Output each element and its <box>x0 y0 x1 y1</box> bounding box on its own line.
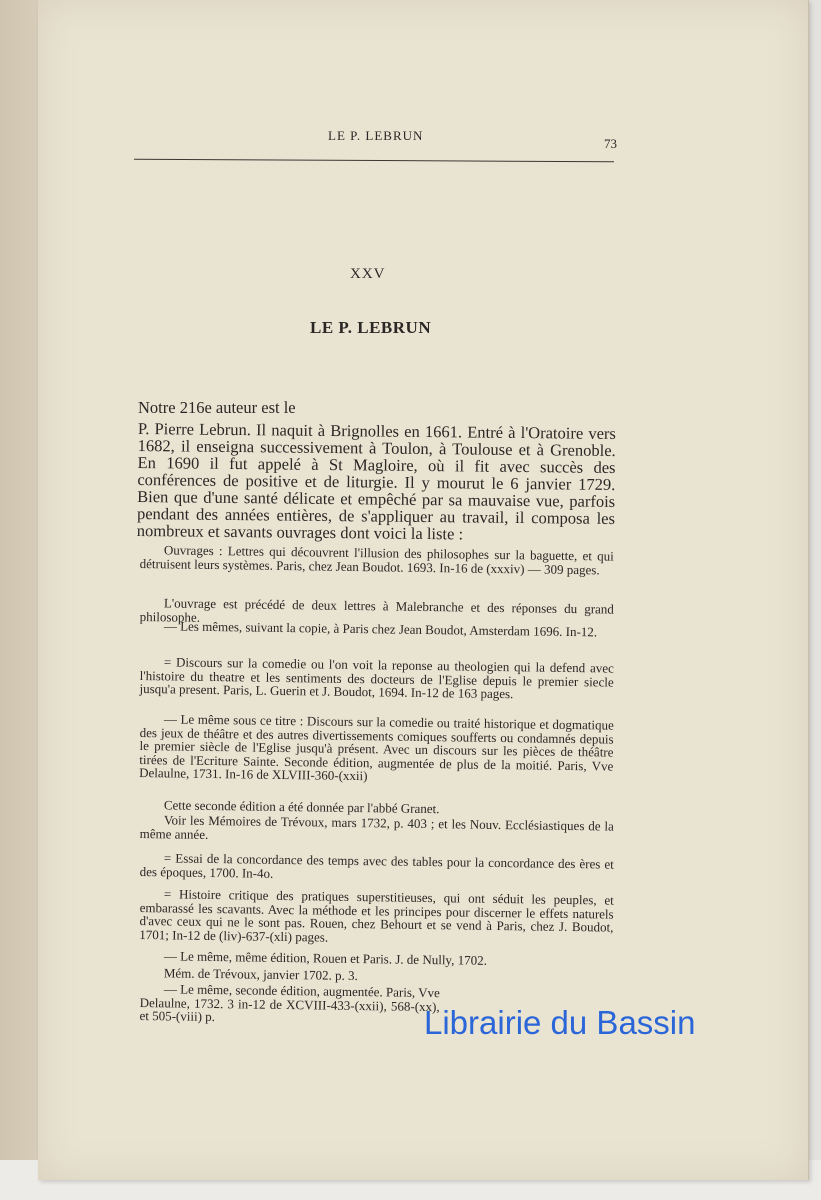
work-entry: — Le même, seconde édition, augmentée. Paris, Vve Delaulne, 1732. 3 in-12 de XCVIII-433-(xxii), 568-(xx), et 505-(viii) p. <box>139 981 440 1025</box>
work-entry: — Le même sous ce titre : Discours sur la comedie ou traité historique et dogmatique des jeux de théâtre et des autres divertissements comiques soufferts ou condamnés depuis le premier siècle de l'Eglise jusqu'à présent. Avec un discours sur les pièces de théâtre tirées de l'Ecriture Sainte. Seconde édition, augmentée de plus de la moitié. Paris, Vve Delaulne, 1731. In-16 de XLVIII-360-(xxii) <box>139 711 614 784</box>
work-note: Cette seconde édition a été donnée par l'abbé Granet. <box>163 797 440 817</box>
work-entry: — Les mêmes, suivant la copie, à Paris chez Jean Boudot, Amsterdam 1696. In-12. <box>163 618 598 640</box>
work-note: L'ouvrage est précédé de deux lettres à Malebranche et des réponses du grand philosophe. <box>139 595 614 625</box>
work-entry: = Essai de la concordance des temps avec des tables pour la concordance des ères et des époques, 1700. In-4o. <box>139 850 614 881</box>
work-note: Voir les Mémoires de Trévoux, mars 1732, p. 403 ; et les Nouv. Ecclésiastiques de la même année. <box>139 812 614 842</box>
body-paragraph: P. Pierre Lebrun. Il naquit à Brignolles en 1661. Entré à l'Oratoire vers 1682, il enseigna successivement à Toulon, à Toulouse et à Grenoble. En 1690 il fut appelé à St Magloire, où il fit avec succès des conférences de positive et de liturgie. Il y mourut le 6 janvier 1729. Bien que d'une santé délicate et empêché par sa mauvaise vue, parfois pendant des années entières, de s'appliquer au travail, il composa les nombreux et savants ouvrages dont voici la liste : <box>136 419 616 544</box>
page-number: 73 <box>604 136 617 151</box>
work-entry: = Discours sur la comedie ou l'on voit la reponse au theologien qui la defend avec l'histoire du theatre et les sentiments des docteurs de l'Eglise depuis le premier siecle jusqu'a present. Paris, L. Guerin et J. Boudot, 1694. In-12 de 163 pages. <box>139 654 614 702</box>
book-page <box>38 0 809 1180</box>
work-note: Mém. de Trévoux, janvier 1702. p. 3. <box>163 965 358 984</box>
running-title: LE P. LEBRUN <box>328 128 424 143</box>
header-rule <box>134 159 614 163</box>
intro-line: Notre 216e auteur est le <box>138 398 296 417</box>
chapter-title: LE P. LEBRUN <box>310 318 432 337</box>
work-entry: = Histoire critique des pratiques superstitieuses, qui ont séduit les peuples, et embarassé les scavants. Avec la méthode et les principes pour discerner le effets naturels d'avec ceux qui ne le sont pas. Rouen, chez Behourt et se vend à Paris, chez J. Boudot, 1701; In-12 de (liv)-637-(xli) pages. <box>139 886 614 945</box>
chapter-number: XXV <box>350 266 386 282</box>
watermark-text: Librairie du Bassin <box>424 1004 696 1041</box>
work-entry: — Le même, même édition, Rouen et Paris. J. de Nully, 1702. <box>163 948 487 968</box>
work-entry: Ouvrages : Lettres qui découvrent l'illusion des philosophes sur la baguette, et qui détruisent leurs systèmes. Paris, chez Jean Boudot. 1693. In-16 de (xxxiv) — 309 pages. <box>139 542 614 577</box>
